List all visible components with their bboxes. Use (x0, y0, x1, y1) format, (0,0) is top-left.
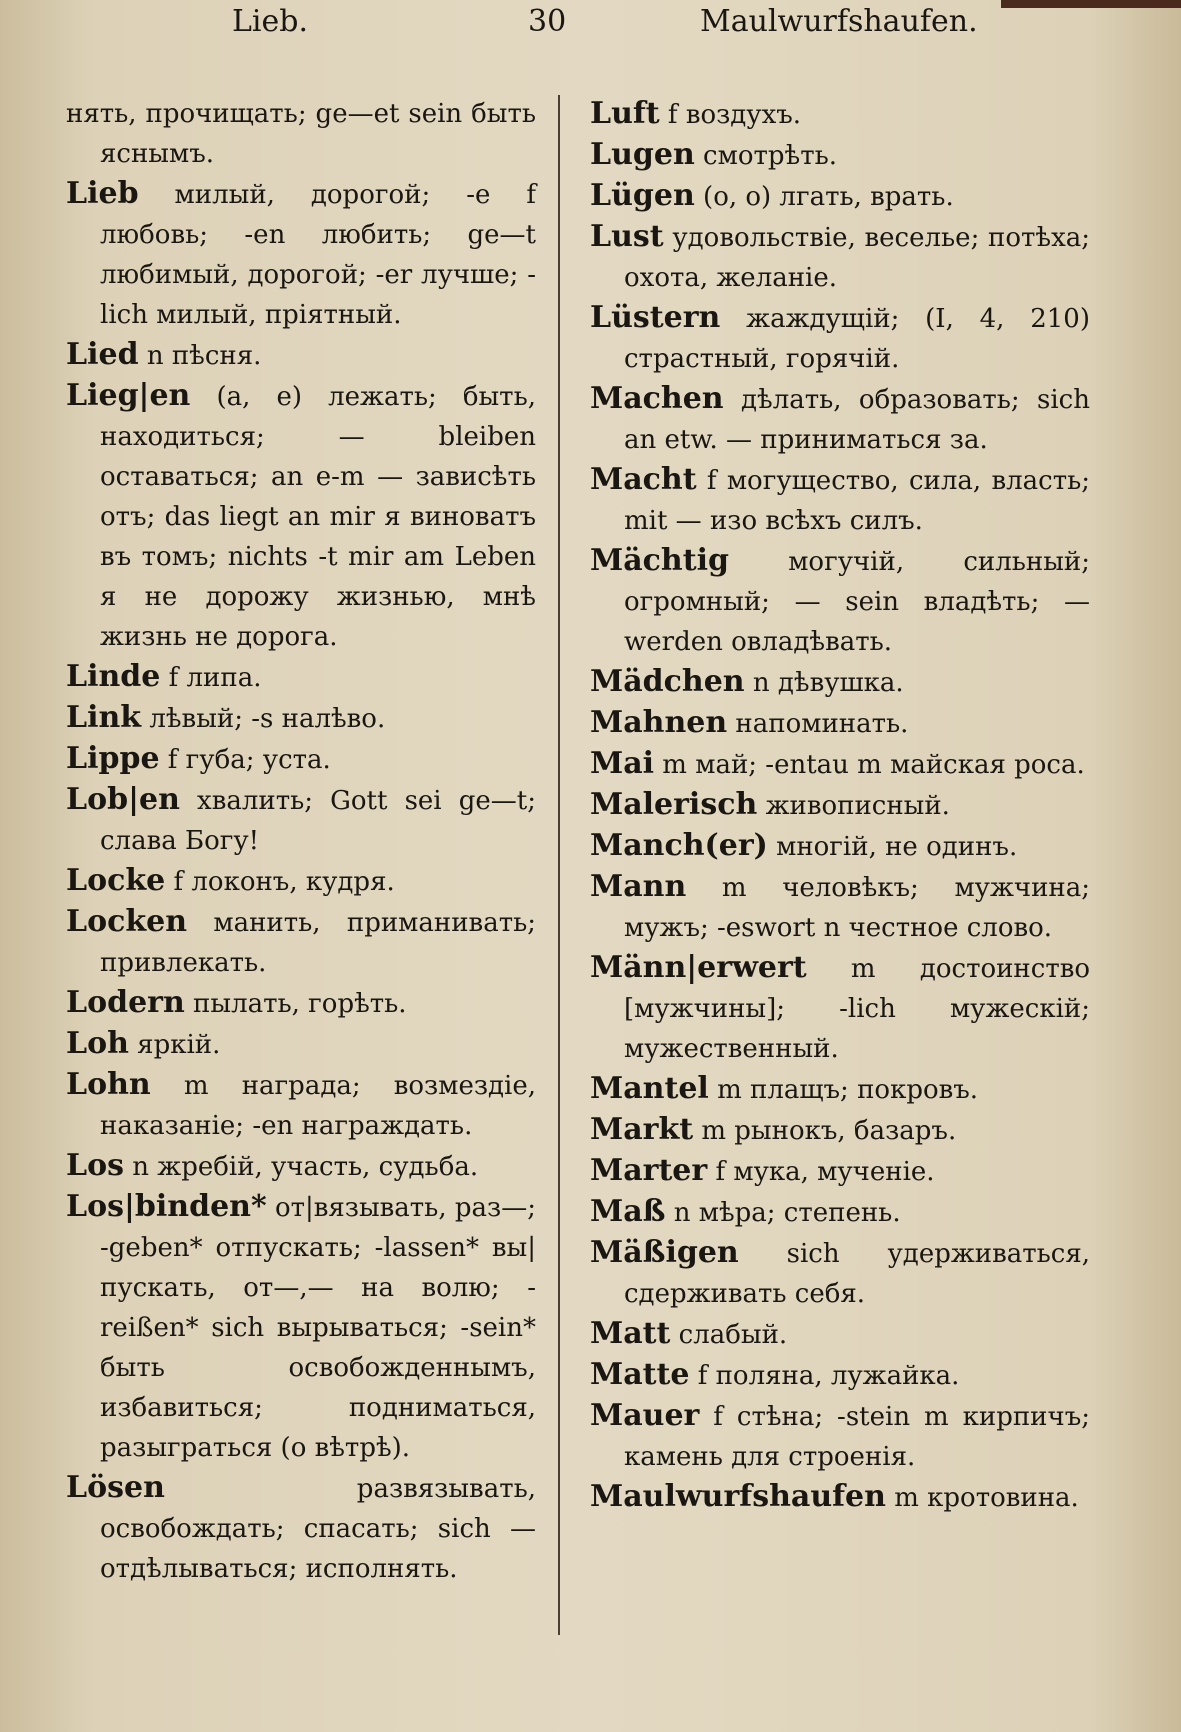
entry-headword: Mädchen (590, 664, 745, 699)
dictionary-entry (66, 861, 536, 902)
entry-definition: f стѣна; -stein m кирпичъ; камень для строенія. (624, 1402, 1090, 1472)
entry-headword: Macht (590, 462, 697, 497)
dictionary-entry (66, 657, 536, 698)
entry-headword: Lohn (66, 1067, 151, 1102)
dictionary-entry (590, 1151, 1090, 1192)
entry-definition: m май; -entau m майская роса. (654, 750, 1085, 780)
dictionary-entry (590, 176, 1090, 217)
dictionary-entry (590, 217, 1090, 298)
dictionary-entry (590, 948, 1090, 1069)
page-header (0, 0, 1181, 48)
dictionary-entry (66, 780, 536, 861)
dictionary-entry (590, 662, 1090, 703)
entry-headword: Luft (590, 96, 660, 131)
dictionary-entry (66, 983, 536, 1024)
entry-headword: Los (66, 1148, 124, 1183)
entry-headword: Mauer (590, 1398, 700, 1433)
dictionary-entry (66, 1146, 536, 1187)
entry-definition: m человѣкъ; мужчина; мужъ; -eswort n честное слово. (624, 873, 1090, 943)
entry-headword: Markt (590, 1112, 694, 1147)
entry-headword: Los|binden* (66, 1189, 267, 1224)
entry-definition: n дѣвушка. (744, 668, 904, 698)
entry-definition: милый, дорогой; -e f любовь; -en любить; ge—t любимый, дорогой; -er лучше; -lich милый, пріятный. (100, 180, 536, 330)
dictionary-entry (590, 867, 1090, 948)
entry-headword: Männ|erwert (590, 950, 807, 985)
dictionary-entry (590, 379, 1090, 460)
dictionary-entry (590, 1477, 1090, 1518)
entry-definition: удовольствіе, веселье; потѣха; охота, желаніе. (624, 223, 1090, 293)
entry-definition: sich удерживаться, сдерживать себя. (624, 1239, 1090, 1309)
entry-definition: m достоинство [мужчины]; -lich мужескій; мужественный. (624, 954, 1090, 1064)
entry-headword: Malerisch (590, 787, 758, 822)
dictionary-entry (66, 335, 536, 376)
entry-definition: дѣлать, образовать; sich an etw. — приниматься за. (624, 385, 1090, 455)
entry-definition: f поляна, лужайка. (689, 1361, 960, 1391)
entry-definition: многій, не одинъ. (767, 832, 1018, 862)
entry-headword: Locke (66, 863, 166, 898)
dictionary-entry (66, 376, 536, 657)
entry-definition: яркій. (128, 1030, 221, 1060)
dictionary-entry (590, 94, 1090, 135)
entry-headword: Lob|en (66, 782, 180, 817)
entry-headword: Lieg|en (66, 378, 191, 413)
dictionary-entry (66, 698, 536, 739)
entry-definition: живописный. (757, 791, 950, 821)
entry-headword: Maulwurfshaufen (590, 1479, 886, 1514)
entry-headword: Lippe (66, 741, 160, 776)
dictionary-entry (66, 739, 536, 780)
entry-definition: могучій, сильный; огромный; — sein владѣть; — werden овладѣвать. (624, 547, 1090, 657)
entry-definition: слабый. (670, 1320, 788, 1350)
entry-headword: Lodern (66, 985, 185, 1020)
entry-definition: нять, прочищать; ge—et sein быть яснымъ. (66, 99, 536, 169)
entry-definition: f воздухъ. (659, 100, 802, 130)
entry-definition: развязывать, освобождать; спасать; sich — отдѣлываться; исполнять. (100, 1474, 536, 1584)
dictionary-entry (66, 1187, 536, 1468)
entry-definition: n жребій, участь, судьба. (124, 1152, 479, 1182)
dictionary-entry (66, 94, 536, 174)
entry-headword: Matte (590, 1357, 690, 1392)
entry-headword: Maß (590, 1194, 666, 1229)
dictionary-entry (590, 1233, 1090, 1314)
dictionary-entry (590, 1192, 1090, 1233)
dictionary-entry (66, 1024, 536, 1065)
entry-definition: хвалить; Gott sei ge—t; слава Богу! (100, 786, 536, 856)
dictionary-entry (590, 703, 1090, 744)
entry-headword: Linde (66, 659, 161, 694)
entry-headword: Lugen (590, 137, 695, 172)
entry-definition: m плащъ; покровъ. (708, 1075, 979, 1105)
header-left-word: Lieb. (232, 4, 309, 39)
right-column (590, 94, 1090, 1518)
entry-definition: f липа. (160, 663, 262, 693)
entry-headword: Mäßigen (590, 1235, 739, 1270)
dictionary-entry (590, 541, 1090, 662)
entry-headword: Loh (66, 1026, 129, 1061)
entry-headword: Lieb (66, 176, 139, 211)
dictionary-entry (590, 785, 1090, 826)
entry-headword: Mächtig (590, 543, 729, 578)
entry-definition: пылать, горѣть. (184, 989, 407, 1019)
dictionary-entry (590, 298, 1090, 379)
entry-headword: Link (66, 700, 142, 735)
entry-headword: Lust (590, 219, 664, 254)
entry-headword: Mann (590, 869, 687, 904)
entry-definition: f могущество, сила, власть; mit — изо всѣхъ силъ. (624, 466, 1090, 536)
entry-headword: Mantel (590, 1071, 709, 1106)
entry-headword: Mai (590, 746, 655, 781)
dictionary-entry (66, 1065, 536, 1146)
left-column (66, 94, 536, 1589)
entry-definition: m награда; возмездіе, наказаніе; -en награждать. (100, 1071, 536, 1141)
entry-definition: (o, o) лгать, врать. (694, 182, 954, 212)
entry-definition: f локонъ, кудря. (165, 867, 395, 897)
dictionary-entry (66, 902, 536, 983)
dictionary-entry (66, 174, 536, 335)
entry-headword: Locken (66, 904, 188, 939)
entry-definition: n мѣра; степень. (665, 1198, 901, 1228)
dictionary-entry (590, 1314, 1090, 1355)
page-number: 30 (528, 4, 567, 39)
entry-definition: f губа; уста. (159, 745, 331, 775)
entry-definition: манить, приманивать; привлекать. (100, 908, 536, 978)
entry-definition: m рынокъ, базаръ. (693, 1116, 957, 1146)
entry-headword: Lösen (66, 1470, 165, 1505)
dictionary-entry (590, 1396, 1090, 1477)
entry-definition: f мука, мученіе. (707, 1157, 935, 1187)
entry-headword: Matt (590, 1316, 671, 1351)
entry-headword: Marter (590, 1153, 708, 1188)
entry-definition: от|вязывать, раз—; -geben* отпускать; -lassen* вы|пускать, от—,— на волю; -reißen* sich вырываться; -sein* быть освобожденнымъ, избавиться; подниматься, разыграться (о вѣтрѣ). (100, 1193, 536, 1463)
entry-headword: Manch(er) (590, 828, 768, 863)
entry-definition: смотрѣть. (694, 141, 837, 171)
dictionary-entry (590, 744, 1090, 785)
entry-definition: (a, e) лежать; быть, находиться; — bleiben оставаться; an e-m — зависѣть отъ; das liegt an mir я виноватъ въ томъ; nichts -t mir am Leben я не дорожу жизнью, мнѣ жизнь не дорога. (100, 382, 536, 652)
entry-headword: Lüstern (590, 300, 721, 335)
header-right-word: Maulwurfshaufen. (700, 4, 978, 39)
entry-headword: Lied (66, 337, 139, 372)
entry-headword: Lügen (590, 178, 695, 213)
entry-headword: Machen (590, 381, 724, 416)
dictionary-entry (590, 460, 1090, 541)
entry-definition: жаждущій; (I, 4, 210) страстный, горячій. (624, 304, 1090, 374)
dictionary-entry (590, 1355, 1090, 1396)
entry-definition: лѣвый; -s налѣво. (141, 704, 386, 734)
dictionary-entry (590, 1069, 1090, 1110)
dictionary-entry (590, 826, 1090, 867)
dictionary-entry (590, 135, 1090, 176)
dictionary-entry (590, 1110, 1090, 1151)
entry-definition: m кротовина. (885, 1483, 1079, 1513)
entry-definition: n пѣсня. (138, 341, 262, 371)
dictionary-entry (66, 1468, 536, 1589)
entry-definition: напоминать. (727, 709, 909, 739)
column-divider (558, 95, 560, 1635)
entry-headword: Mahnen (590, 705, 728, 740)
